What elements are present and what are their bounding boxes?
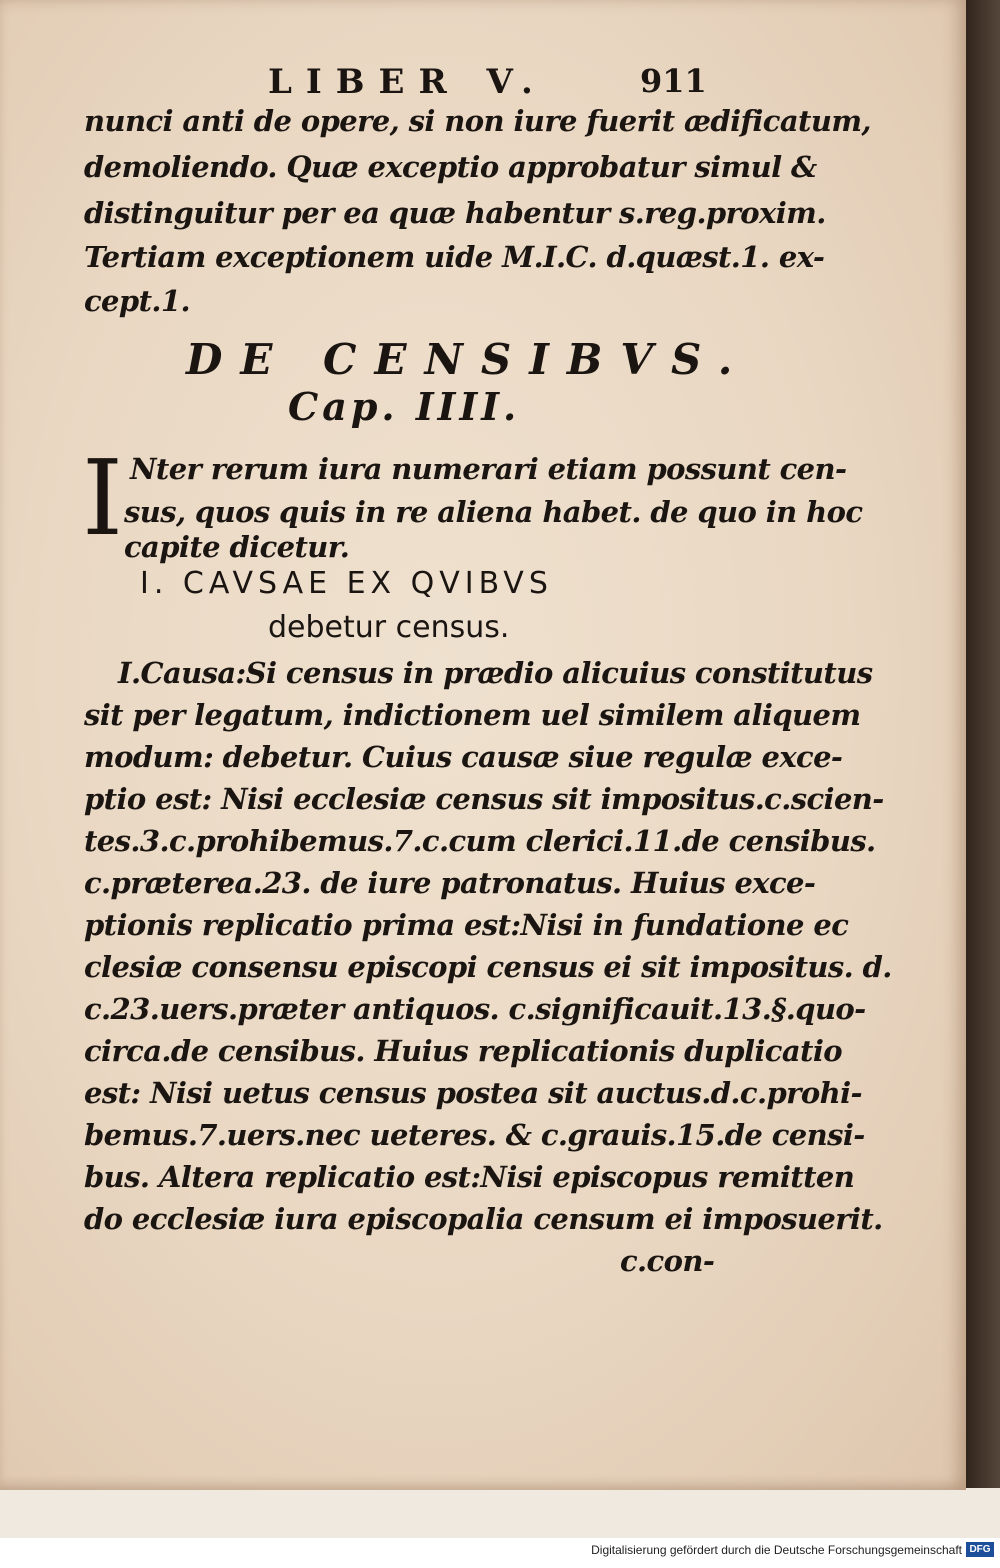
digitization-credit: Digitalisierung gefördert durch die Deutsche Forschungsgemeinschaft xyxy=(591,1543,962,1557)
intro-line: Nter rerum iura numerari etiam possunt cen- xyxy=(130,452,847,486)
book-board-edge xyxy=(962,0,1000,1538)
body-line: c.23.uers.præter antiquos. c.significauit.13.§.quo- xyxy=(84,992,866,1026)
scan-margin xyxy=(0,1488,1000,1538)
section-subheading: debetur census. xyxy=(268,610,510,645)
body-line: modum: debetur. Cuius causæ siue regulæ exce- xyxy=(84,740,843,774)
body-line: circa.de censibus. Huius replicationis duplicatio xyxy=(84,1034,842,1068)
body-line: c.præterea.23. de iure patronatus. Huius exce- xyxy=(84,866,816,900)
body-line: bus. Altera replicatio est:Nisi episcopus remitten xyxy=(84,1160,855,1194)
text-line: demoliendo. Quæ exceptio approbatur simul & xyxy=(84,150,817,184)
body-line: clesiæ consensu episcopi census ei sit impositus. d. xyxy=(84,950,892,984)
dfg-logo-icon: DFG xyxy=(966,1542,994,1557)
body-line: do ecclesiæ iura episcopalia censum ei imposuerit. xyxy=(84,1202,883,1236)
text-line: cept.1. xyxy=(84,284,190,318)
page-number: 911 xyxy=(640,62,707,100)
intro-line: capite dicetur. xyxy=(124,530,350,564)
text-line: nunci anti de opere, si non iure fuerit ædificatum, xyxy=(84,104,871,138)
chapter-title: DE CENSIBVS. xyxy=(186,335,751,384)
running-head: LIBER V. xyxy=(268,62,547,102)
body-line: ptio est: Nisi ecclesiæ census sit impositus.c.scien- xyxy=(84,782,884,816)
text-line: distinguitur per ea quæ habentur s.reg.proxim. xyxy=(84,196,826,230)
body-line: ptionis replicatio prima est:Nisi in fundatione ec xyxy=(84,908,849,942)
section-heading: I. CAVSAE EX QVIBVS xyxy=(140,566,553,601)
chapter-number: Cap. IIII. xyxy=(288,384,521,429)
body-line: est: Nisi uetus census postea sit auctus.d.c.prohi- xyxy=(84,1076,862,1110)
intro-line: sus, quos quis in re aliena habet. de quo in hoc xyxy=(124,495,863,529)
body-line: bemus.7.uers.nec ueteres. & c.grauis.15.de censi- xyxy=(84,1118,865,1152)
text-line: Tertiam exceptionem uide M.I.C. d.quæst.1. ex- xyxy=(84,240,825,274)
drop-capital: I xyxy=(82,437,124,559)
body-line: tes.3.c.prohibemus.7.c.cum clerici.11.de censibus. xyxy=(84,824,876,858)
body-line: I.Causa:Si census in prædio alicuius constitutus xyxy=(118,656,873,690)
body-line: sit per legatum, indictionem uel similem aliquem xyxy=(84,698,861,732)
catchword: c.con- xyxy=(620,1244,715,1278)
